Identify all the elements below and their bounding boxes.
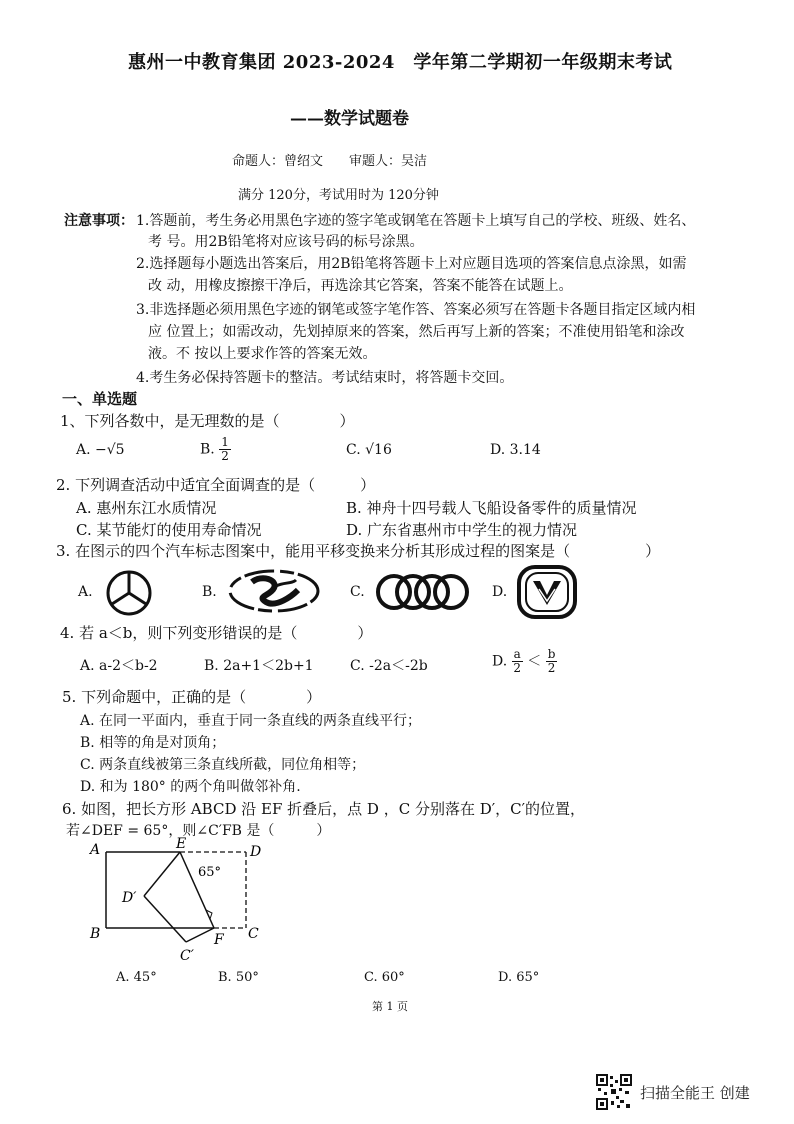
fig-label-a: A	[90, 842, 101, 858]
page-number: 第 1 页	[372, 1000, 408, 1013]
q1-option-d: D. 3.14	[490, 442, 541, 458]
fig-label-c: C	[248, 926, 259, 942]
qr-code-icon	[596, 1074, 632, 1110]
question-3-stem: 3. 在图示的四个汽车标志图案中，能用平移变换来分析其形成过程的图案是（ ）	[56, 542, 661, 560]
q6-option-c: C. 60°	[364, 970, 405, 985]
question-6-condition: 若∠DEF = 65°，则∠C′FB 是（ ）	[66, 823, 331, 839]
notice-line: 4.考生务必保持答题卡的整洁。考试结束时，将答题卡交回。	[136, 370, 514, 386]
q5-option-c: C. 两条直线被第三条直线所截，同位角相等；	[80, 757, 366, 773]
fig-label-cprime: C′	[180, 948, 194, 964]
q5-option-a: A. 在同一平面内，垂直于同一条直线的两条直线平行；	[80, 713, 422, 729]
question-1-stem: 1、下列各数中，是无理数的是（ ）	[60, 412, 355, 430]
notice-line: 应 位置上；如需改动，先划掉原来的答案，然后再写上新的答案；不准使用铅笔和涂改	[148, 324, 685, 340]
q4-option-c: C. -2a＜-2b	[350, 658, 428, 674]
q2-option-a: A. 惠州东江水质情况	[76, 499, 217, 517]
q3-option-a-label: A.	[78, 584, 93, 600]
notice-line: 3.非选择题必须用黑色字迹的钢笔或签字笔作答、答案必须写在答题卡各题目指定区域内相	[136, 302, 696, 318]
q6-option-a: A. 45°	[116, 970, 157, 985]
q4-option-d: D. $\frac{a}{2}$ ＜ $\frac{b}{2}$	[492, 647, 556, 675]
question-4-stem: 4. 若 a＜b，则下列变形错误的是（ ）	[60, 624, 373, 642]
q4-option-a: A. a-2＜b-2	[80, 658, 158, 674]
q3-option-d-label: D.	[492, 584, 508, 600]
scanner-watermark: 扫描全能王 创建	[640, 1084, 750, 1102]
q3-option-c-label: C.	[350, 584, 365, 600]
question-2-stem: 2. 下列调查活动中适宜全面调查的是（ ）	[56, 476, 376, 494]
logo-four-rings-icon	[374, 570, 470, 614]
fig-angle-label: 65°	[198, 865, 222, 880]
q1-option-b: B. $\frac{1}{2}$	[200, 435, 229, 463]
fig-label-f: F	[214, 932, 224, 948]
exam-subtitle: ——数学试题卷	[290, 109, 409, 129]
q1-option-a: A. −√5	[76, 442, 125, 458]
q4-option-b: B. 2a+1＜2b+1	[204, 658, 314, 674]
score-info: 满分 120分，考试用时为 120分钟	[238, 188, 439, 203]
notice-line: 考 号。用2B铅笔将对应该号码的标号涂黑。	[148, 234, 424, 250]
fig-label-e: E	[176, 836, 187, 852]
fig-label-dprime: D′	[122, 890, 137, 906]
logo-shield-v-icon	[516, 564, 578, 620]
logo-star-icon	[104, 568, 154, 618]
q6-option-b: B. 50°	[218, 970, 259, 985]
q2-option-b: B. 神舟十四号载人飞船设备零件的质量情况	[346, 499, 637, 517]
notice-line: 改 动，用橡皮擦擦干净后，再选涂其它答案，答案不能答在试题上。	[148, 278, 573, 294]
question-5-stem: 5. 下列命题中，正确的是（ ）	[62, 688, 322, 706]
q2-option-c: C. 某节能灯的使用寿命情况	[76, 521, 262, 539]
notice-line: 液。不 按以上要求作答的答案无效。	[148, 346, 377, 362]
q5-option-b: B. 相等的角是对顶角；	[80, 735, 226, 751]
fig-label-d: D	[250, 844, 262, 860]
logo-oval-emblem-icon	[226, 566, 322, 616]
question-6-stem: 6. 如图，把长方形 ABCD 沿 EF 折叠后，点 D ，C 分别落在 D′，C′的位置，	[62, 800, 586, 818]
q6-option-d: D. 65°	[498, 970, 540, 985]
folded-rectangle-figure	[86, 834, 276, 968]
q2-option-d: D. 广东省惠州市中学生的视力情况	[346, 521, 578, 539]
exam-title: 惠州一中教育集团 2023-2024 学年第二学期初一年级期末考试	[128, 52, 673, 73]
section-heading: 一、单选题	[62, 390, 138, 408]
notice-line: 1.答题前，考生务必用黑色字迹的签字笔或钢笔在答题卡上填写自己的学校、班级、姓名、	[136, 213, 696, 229]
exam-authors: 命题人：曾绍文 审题人：吴洁	[232, 154, 428, 169]
q1-option-c: C. √16	[346, 442, 392, 458]
q5-option-d: D. 和为 180° 的两个角叫做邻补角.	[80, 779, 301, 795]
q3-option-b-label: B.	[202, 584, 217, 600]
notice-line: 2.选择题每小题选出答案后，用2B铅笔将答题卡上对应题目选项的答案信息点涂黑，如需	[136, 256, 687, 272]
notice-label: 注意事项：	[64, 213, 134, 229]
fig-label-b: B	[90, 926, 101, 942]
